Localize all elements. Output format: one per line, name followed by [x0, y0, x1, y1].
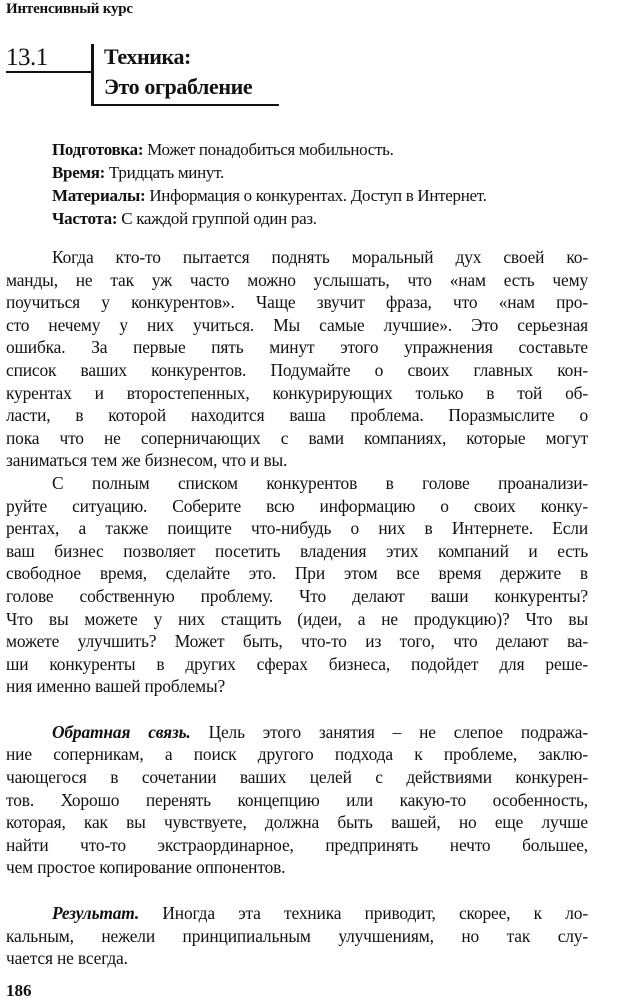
paragraph-1: [6, 246, 588, 472]
text-line: ние соперникам, а поиск другого подхода к проблеме, заклю-: [6, 744, 588, 765]
text-line: ласти, в которой находится ваша проблема. Поразмыслите о: [6, 405, 588, 426]
body-text: [6, 246, 588, 970]
text-line: манды, не так уж часто можно услышать, что «нам есть чему: [6, 269, 588, 290]
paragraph-2: [6, 472, 588, 698]
feedback-first-line: Цель этого занятия – не слепое подража-: [190, 721, 588, 742]
meta-time: [52, 161, 592, 184]
section-title-underline: [91, 104, 279, 106]
meta-value: С каждой группой один раз.: [117, 209, 317, 228]
meta-materials: [52, 184, 592, 207]
text-line: голове собственную проблему. Что делают ваши конкуренты?: [6, 585, 588, 606]
technique-meta: [52, 138, 592, 230]
text-line: ния именно вашей проблемы?: [6, 676, 226, 697]
text-line: руйте ситуацию. Соберите всю информацию о своих конку-: [6, 495, 588, 516]
text-line: заниматься тем же бизнесом, что и вы.: [6, 450, 288, 471]
meta-preparation: [52, 138, 592, 161]
meta-value: Информация о конкурентах. Доступ в Интернет.: [145, 186, 487, 205]
text-line: можете улучшить? Может быть, что-то из того, что делают ва-: [6, 631, 588, 652]
feedback-paragraph: [6, 721, 588, 879]
text-line: тов. Хорошо перенять концепцию или какую-то особенность,: [6, 789, 588, 810]
text-line: [6, 721, 588, 744]
text-line: С полным списком конкурентов в голове проанализи-: [52, 472, 588, 493]
result-first-line: Иногда эта техника приводит, скорее, к ло-: [139, 903, 588, 924]
text-line: пока что не соперничающих с вами компаниях, которые могут: [6, 427, 588, 448]
text-line: ошибка. За первые пять минут этого упражнения составьте: [6, 337, 588, 358]
running-head: Интенсивный курс: [6, 1, 133, 17]
paragraph-gap: [6, 879, 588, 902]
meta-label: Подготовка:: [52, 140, 144, 159]
text-line: ши конкуренты в других сферах бизнеса, подойдет для реше-: [6, 653, 588, 674]
text-line: найти что-то экстраординарное, предпринять нечто большее,: [6, 834, 588, 855]
section-number: 13.1: [6, 44, 48, 71]
section-title-line-1: Техника:: [104, 44, 191, 69]
page-number: 186: [6, 981, 32, 1000]
meta-label: Материалы:: [52, 186, 146, 205]
meta-label: Частота:: [52, 209, 118, 228]
meta-label: Время:: [52, 163, 105, 182]
result-paragraph: [6, 902, 588, 970]
feedback-label: Обратная связь.: [52, 721, 191, 742]
section-title-line-2: Это ограбление: [104, 74, 253, 99]
text-line: рентах, а также поищите что-нибудь о них в Интернете. Если: [6, 518, 588, 539]
text-line: свободное время, сделайте это. При этом все время держите в: [6, 563, 588, 584]
result-label: Результат.: [52, 903, 140, 924]
text-line: курентах и второстепенных, конкурирующих только в той об-: [6, 382, 588, 403]
text-line: чающегося в сочетании ваших целей с действиями конкурен-: [6, 767, 588, 788]
text-line: сто нечему у них учиться. Мы самые лучшие». Это серьезная: [6, 314, 588, 335]
meta-value: Тридцать минут.: [104, 163, 224, 182]
text-line: ваш бизнес позволяет посетить владения этих компаний и есть: [6, 540, 588, 561]
text-line: поучиться у конкурентов». Чаще звучит фраза, что «нам про-: [6, 292, 588, 313]
text-line: чается не всегда.: [6, 948, 128, 969]
text-line: [6, 902, 588, 925]
text-line: список ваших конкурентов. Подумайте о своих главных кон-: [6, 359, 588, 380]
meta-frequency: [52, 207, 592, 230]
text-line: кальным, нежели принципиальным улучшениям, но так слу-: [6, 925, 588, 946]
paragraph-gap: [6, 698, 588, 721]
text-line: Когда кто-то пытается поднять моральный дух своей ко-: [52, 247, 588, 267]
text-line: чем простое копирование оппонентов.: [6, 857, 286, 878]
meta-value: Может понадобиться мобильность.: [143, 140, 394, 159]
section-title-bar: [91, 44, 94, 106]
text-line: Что вы можете у них стащить (идеи, а не продукцию)? Что вы: [6, 608, 588, 629]
section-number-rule: [6, 71, 91, 73]
text-line: которая, как вы чувствуете, должна быть вашей, но еще лучше: [6, 812, 588, 833]
